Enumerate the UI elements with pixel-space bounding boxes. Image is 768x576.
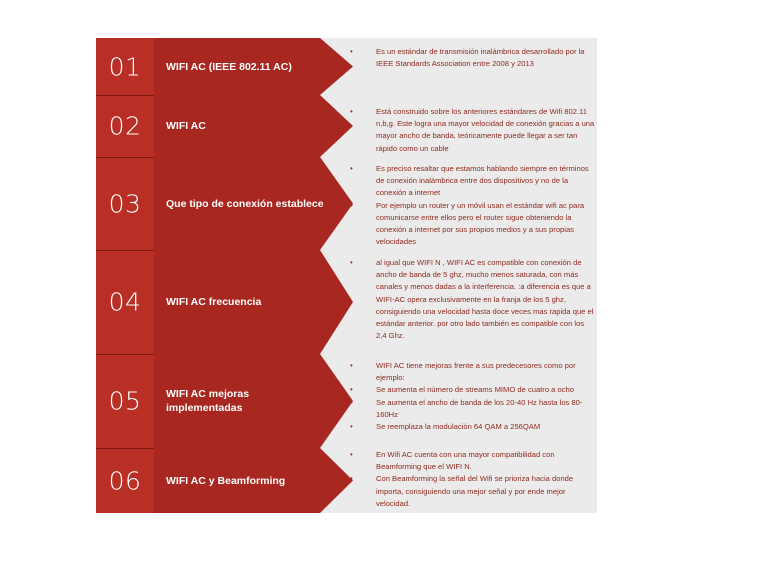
bullet-list — [348, 449, 596, 510]
bullet-item: • Está construido sobre los anteriores estándares de Wifi 802.11 n,b,g. Este logra una mayor velocidad de conexión gracias a una mayor ancho de banda, teóricamente puede llegar a ser tan rápido como un cable — [348, 106, 596, 155]
row-number: 01 — [108, 52, 142, 81]
bullet-item: • Se reemplaza la modulación 64 QAM a 256QAM — [348, 421, 596, 433]
bullet-item: • Se aumenta el ancho de banda de los 20-40 Hz hasta los 80-160Hz — [348, 397, 596, 421]
bullet-item: • Es un estándar de transmisión inalámbrica desarrollado por la IEEE Standards Association entre 2008 y 2013 — [348, 46, 596, 70]
wifi-ac-infographic — [96, 38, 597, 513]
row-title: WIFI AC y Beamforming — [166, 474, 286, 487]
bullet-list — [348, 163, 596, 248]
bullet-item: • Es preciso resaltar que estamos hablando siempre en términos de conexión inalámbrica entre dos dispositivos y no de la conexión a internet — [348, 163, 596, 200]
row-number: 04 — [108, 287, 142, 317]
bullet-list — [348, 46, 596, 70]
row-number: 03 — [108, 189, 142, 218]
row-number: 02 — [108, 111, 142, 141]
chevron-background — [96, 38, 376, 513]
bullet-item: • WIFI AC tiene mejoras frente a sus predecesores como por ejemplo: — [348, 360, 596, 384]
bullet-item: • En Wifi AC cuenta con una mayor compatibilidad con Beamforming que el WIFI N. — [348, 449, 596, 473]
row-title: WIFI AC mejoras implementadas — [166, 388, 250, 414]
row-title: WIFI AC (IEEE 802.11 AC) — [166, 60, 292, 73]
row-number: 05 — [108, 386, 142, 416]
bullet-list — [348, 257, 596, 342]
row-title: WIFI AC — [166, 120, 206, 132]
row-title: WIFI AC frecuencia — [166, 296, 262, 308]
row-title: Que tipo de conexión establece — [166, 197, 324, 210]
bullet-list — [348, 106, 596, 155]
bullet-item: • al igual que WIFI N , WIFI AC es compatible con conexión de ancho de banda de 5 ghz, mucho menos saturada, con más canales y menos dadas a la interferencia. :a diferencia es que a WIFI-AC opera exclusivamente en la franja de los 5 ghz, consiguiendo una velocidad hasta doce veces mas rapida que el estándar anterior. por otro lado también es compatible con los 2,4 Ghz. — [348, 257, 596, 342]
bullet-item: • Por ejemplo un router y un móvil usan el estándar wifi ac para comunicarse entre ellos pero el router sigue obteniendo la conexión a internet por sus propios medios y a sus propias velocidades — [348, 200, 596, 249]
row-number: 06 — [108, 466, 142, 495]
bullet-item: • Se aumenta el número de streams MIMO de cuatro a ocho — [348, 384, 596, 396]
bullet-list — [348, 360, 596, 433]
bullet-item: • Con Beamforming la señal del Wifi se prioriza hacia donde importa, consiguiendo una mejor señal y por ende mejor velocidad. — [348, 473, 596, 510]
